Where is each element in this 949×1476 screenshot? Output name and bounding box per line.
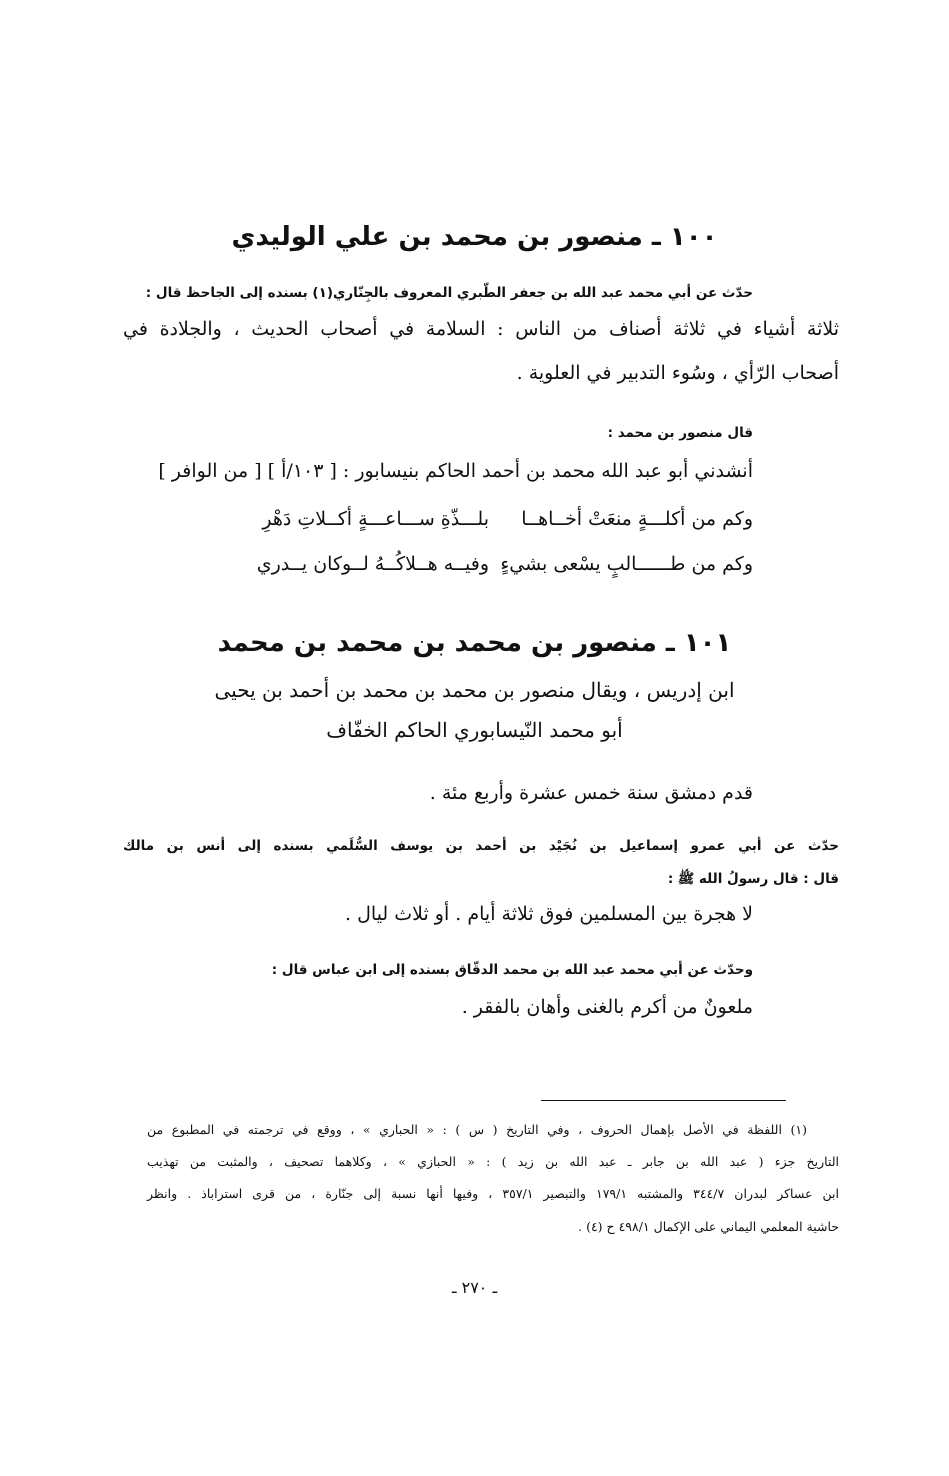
entry-101-isnad-1-line-2: قال : قال رسولُ الله ﷺ :: [667, 871, 839, 887]
entry-100-text-line-1: ثلاثة أشياء في ثلاثة أصناف من الناس : السلامة في أصحاب الحديث ، والجلادة في: [123, 318, 839, 340]
entry-100-title: ١٠٠ ـ منصور بن محمد بن علي الوليدي: [231, 222, 718, 252]
footnote-line-1: (١) اللفظة في الأصل بإهمال الحروف ، وفي التاريخ ( س ) : « الحباري » ، ووقع في ترجمته في المطبوع من: [147, 1122, 807, 1137]
entry-100-isnad-1: حدّث عن أبي محمد عبد الله بن جعفر الطّبري المعروف بالجِنّاري(١) بسنده إلى الجاحظ قال :: [145, 285, 753, 301]
page-number: ـ ٢٧٠ ـ: [451, 1278, 498, 1297]
entry-101-isnad-1-line-1: حدّث عن أبي عمرو إسماعيل بن نُجَيْد بن أحمد بن يوسف السُّلَمي بسنده إلى أنس بن مالك: [123, 838, 839, 854]
footnote-line-2: التاريخ جزء ( عبد الله بن جابر ـ عبد الله بن زيد ) : « الحبازي » ، وكلاهما تصحيف ، والمثبت من تهذيب: [147, 1154, 839, 1169]
verse-2-second-hemistich: وفيــه هــلاكُــهُ لــوكان يــدري: [256, 553, 489, 575]
verse-1-second-hemistich: بلـــذّةِ ســـاعـــةٍ أكــلاتِ دَهْرِ: [262, 508, 489, 530]
entry-101-isnad-2: وحدّث عن أبي محمد عبد الله بن محمد الدقّاق بسنده إلى ابن عباس قال :: [271, 962, 753, 978]
verse-1-first-hemistich: وكم من أكلـــةٍ منعَتْ أخــاهــا: [521, 508, 753, 530]
entry-100-text-line-2: أصحاب الرّأي ، وسُوء التدبير في العلوية .: [516, 362, 839, 384]
entry-101-title: ١٠١ ـ منصور بن محمد بن محمد بن محمد: [217, 628, 732, 658]
footnote-line-4: حاشية المعلمي اليماني على الإكمال ٤٩٨/١ ح (٤) .: [578, 1219, 839, 1234]
footnote-line-3: ابن عساكر لبدران ٣٤٤/٧ والمشتبه ١٧٩/١ والتبصير ٣٥٧/١ ، وفيها أنها نسبة إلى جنّارة ، من قرى استراباذ . وانظر: [147, 1186, 840, 1201]
entry-101-subtitle-2: أبو محمد النّيسابوري الحاكم الخفّاف: [326, 718, 623, 742]
entry-100-text-2: أنشدني أبو عبد الله محمد بن أحمد الحاكم بنيسابور : [ ١٠٣/أ ] [ من الوافر ]: [158, 460, 753, 482]
entry-101-text-1: قدم دمشق سنة خمس عشرة وأربع مئة .: [429, 782, 753, 804]
verse-2-first-hemistich: وكم من طــــــالبٍ يسْعى بشيءٍ: [500, 553, 753, 575]
entry-101-text-2: لا هجرة بين المسلمين فوق ثلاثة أيام . أو ثلاث ليال .: [345, 903, 753, 925]
entry-101-subtitle-1: ابن إدريس ، ويقال منصور بن محمد بن محمد بن أحمد بن يحيى: [214, 678, 735, 702]
footnote-separator: [541, 1100, 786, 1101]
entry-101-text-3: ملعونٌ من أكرم بالغنى وأهان بالفقر .: [461, 996, 753, 1018]
entry-100-isnad-2: قال منصور بن محمد :: [607, 425, 753, 441]
